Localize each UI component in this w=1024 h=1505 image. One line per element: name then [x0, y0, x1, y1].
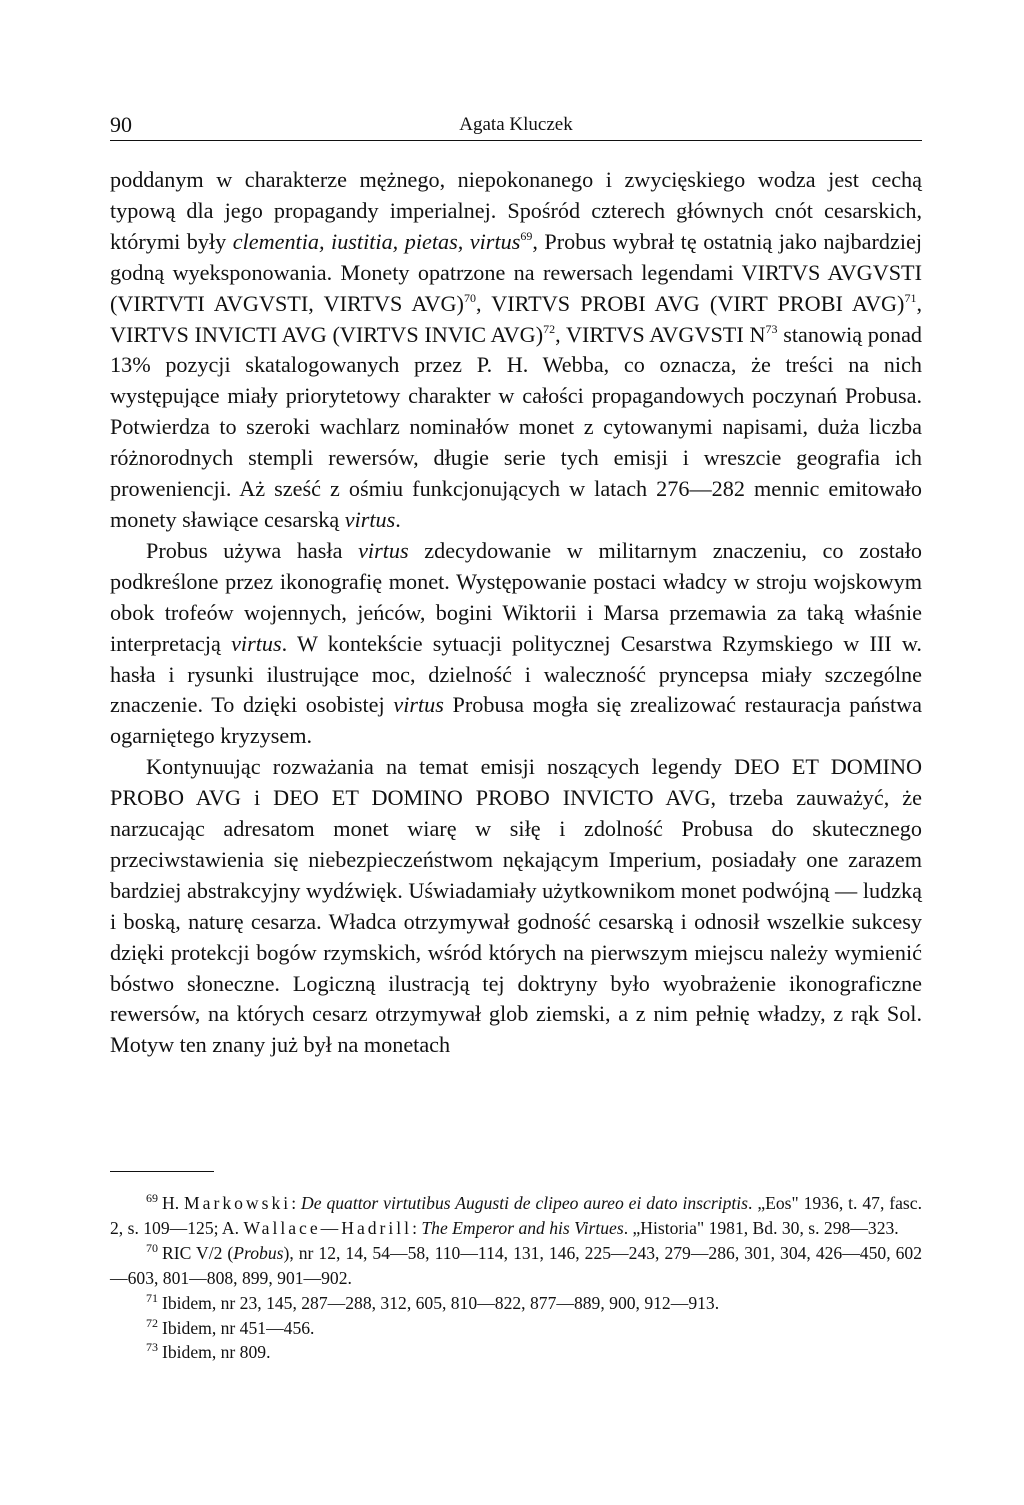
italic-text: virtus: [393, 692, 444, 718]
footnote-number: 73: [146, 1340, 158, 1355]
footnote: [110, 1316, 922, 1341]
footnote: [110, 1241, 922, 1291]
footnote-reference: 72: [543, 321, 556, 336]
footnote-number: 71: [146, 1290, 158, 1305]
footnote-reference: 70: [463, 290, 476, 305]
italic-text: clementia, iustitia, pietas, virtus: [232, 228, 521, 254]
footnote-separator: [110, 1171, 214, 1172]
text-run: RIC V/2 (: [162, 1242, 234, 1263]
text-run: stanowią ponad 13% pozycji skatalogowanych przez P. H. Webba, co oznacza, że treści na nich występujące miały priorytetowy charakter w całości propagandowych poczynań Probusa. Potwierdza to szeroki wachlarz nominałów monet z cytowanymi napisami, duża liczba różnorodnych stempli rewersów, długie serie tych emisji i wreszcie geografia ich proweniencji. Aż sześć z ośmiu funkcjonujących w latach 276—282 mennic emitowało monety sławiące cesarską: [110, 321, 923, 532]
text-run: H.: [162, 1193, 185, 1213]
paragraph: [110, 752, 922, 1061]
text-run: , Probus wybrał tę ostatnią jako najbardziej godną wyeksponowania. Monety opatrzone na rewersach legendami VIRTVS AVGVSTI (VIRTVTI AVGVSTI, VIRTVS AVG): [110, 228, 922, 316]
paragraph: [110, 165, 922, 536]
running-head-author: Agata Kluczek: [459, 114, 573, 135]
footnote: [110, 1291, 922, 1316]
italic-text: Probus: [233, 1242, 284, 1263]
text-run: :: [412, 1217, 422, 1238]
italic-text: virtus: [231, 630, 282, 656]
footnote-reference: 73: [765, 321, 778, 336]
text-run: . „Eos" 1936, t. 47, fasc. 2, s. 109—125; A.: [110, 1193, 922, 1238]
text-run: Ibidem, nr 23, 145, 287—288, 312, 605, 810—822, 877—889, 900, 912—913.: [162, 1292, 720, 1313]
italic-text: The Emperor and his Virtues: [421, 1217, 624, 1238]
footnote-number: 72: [146, 1315, 158, 1330]
text-run: :: [291, 1193, 301, 1213]
text-run: .: [395, 506, 401, 532]
text-run: poddanym w charakterze mężnego, niepokonanego i zwycięskiego wodza jest cechą typową dla jego propagandy imperialnej. Spośród czterech głównych cnót cesarskich, którymi były: [110, 167, 922, 254]
italic-text: virtus: [358, 537, 409, 563]
text-run: ), nr 12, 14, 54—58, 110—114, 131, 146, 225—243, 279—286, 301, 304, 426—450, 602—603, 801—808, 899, 901—902.: [110, 1242, 922, 1288]
footnote: [110, 1191, 922, 1241]
italic-text: virtus: [344, 506, 396, 532]
text-run: Kontynuując rozważania na temat emisji noszących legendy DEO ET DOMINO PROBO AVG i DEO ET DOMINO PROBO INVICTO AVG, trzeba zauważyć, że narzucając adresatom monet wiarę w siłę i zdolność Probusa do skutecznego przeciwstawienia się niebezpieczeństwom nękającym Imperium, posiadały one zarazem bardziej abstrakcyjny wydźwięk. Uświadamiały użytkownikom monet podwójną — ludzką i boską, naturę cesarza. Władca otrzymywał godność cesarską i odnosił wszelkie sukcesy dzięki protekcji bogów rzymskich, wśród których na pierwszym miejscu należy wymienić bóstwo słoneczne. Logiczną ilustracją tej doktryny było wyobrażenie ikonograficzne rewersów, na których cesarz otrzymywał glob ziemski, a z nim pełnię władzy, z rąk Sol. Motyw ten znany już był na monetach: [110, 754, 922, 1058]
footnote-reference: 69: [520, 228, 533, 243]
text-run: , VIRTVS PROBI AVG (VIRT PROBI AVG): [475, 290, 905, 316]
text-run: . „Historia" 1981, Bd. 30, s. 298—323.: [623, 1217, 899, 1238]
author-name: Markowski: [184, 1193, 292, 1213]
text-run: zdecydowanie w militarnym znaczeniu, co zostało podkreślone przez ikonografię monet. Występowanie postaci władcy w stroju wojskowym obok trofeów wojennych, jeńców, bogini Wiktorii i Marsa przemawia za taką właśnie interpretacją: [110, 537, 922, 656]
page-number: 90: [110, 112, 132, 137]
footnote-number: 70: [146, 1240, 158, 1255]
text-run: Probusa mogła się zrealizować restauracja państwa ogarniętego kryzysem.: [110, 692, 923, 749]
text-run: Probus używa hasła: [146, 537, 359, 563]
footnote: [110, 1340, 922, 1365]
body-text: [110, 165, 922, 1061]
italic-text: De quattor virtutibus Augusti de clipeo aureo ei dato inscriptis: [301, 1193, 748, 1213]
author-name: Wallace—Hadrill: [243, 1217, 413, 1238]
footnotes: [110, 1191, 922, 1365]
footnote-reference: 71: [904, 290, 917, 305]
footnote-number: 69: [146, 1191, 158, 1205]
text-run: Ibidem, nr 451—456.: [162, 1317, 315, 1338]
running-header: [110, 112, 922, 141]
text-run: . W kontekście sytuacji politycznej Cesarstwa Rzymskiego w III w. hasła i rysunki ilustrujące moc, dzielność i waleczność pryncepsa miały szczególne znaczenie. To dzięki osobistej: [110, 630, 922, 718]
text-run: , VIRTVS INVICTI AVG (VIRTVS INVIC AVG): [110, 290, 922, 347]
text-run: , VIRTVS AVGVSTI N: [555, 321, 766, 347]
text-run: Ibidem, nr 809.: [162, 1342, 271, 1363]
paragraph: [110, 536, 922, 752]
